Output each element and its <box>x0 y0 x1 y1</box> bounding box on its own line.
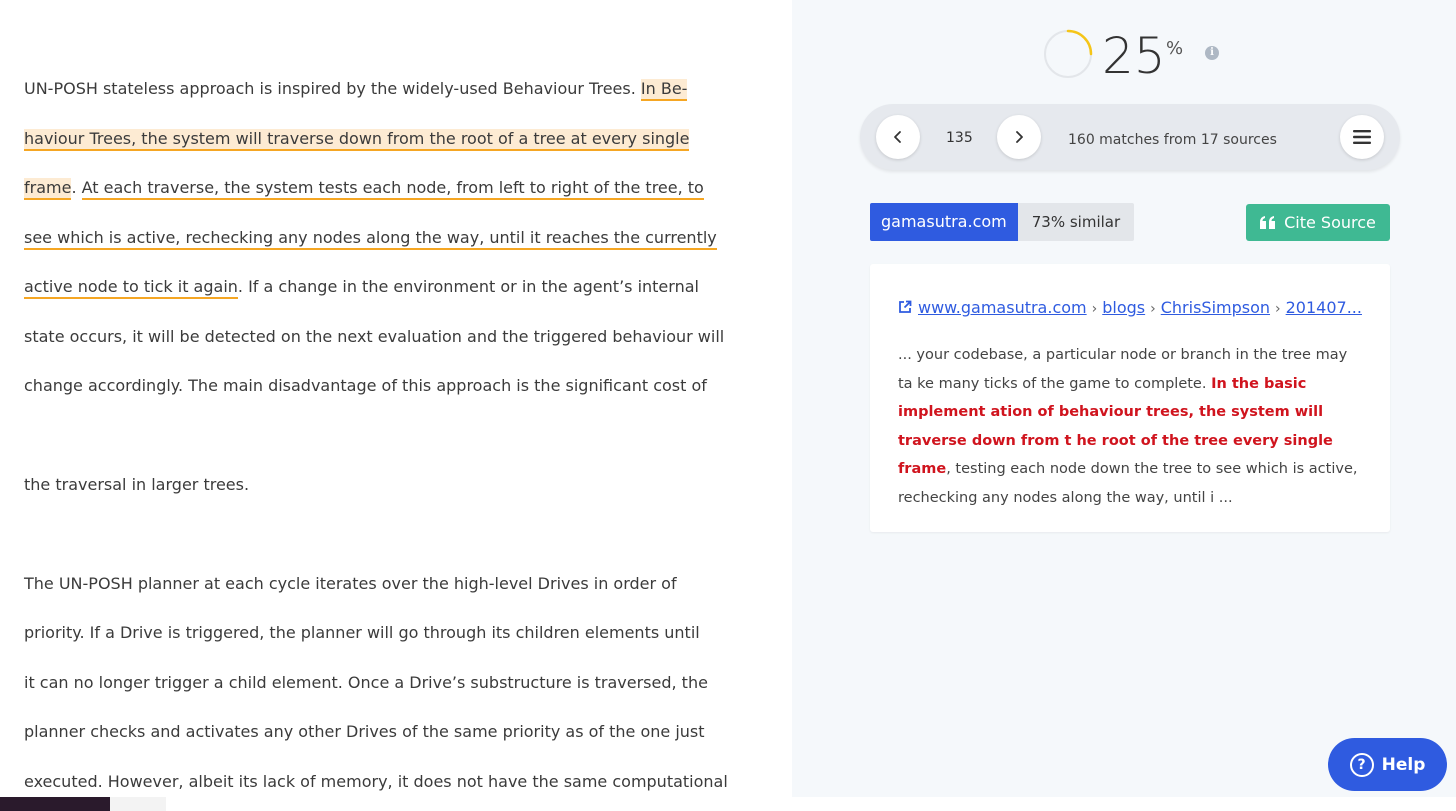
breadcrumb-link-date[interactable]: 201407... <box>1285 298 1362 317</box>
matched-text-underline[interactable]: see which is active, rechecking any nodes along the way, until it reaches the currently <box>24 228 717 250</box>
external-link-icon[interactable] <box>898 300 912 314</box>
doc-line-3 <box>24 176 704 200</box>
similarity-score <box>1042 28 1222 84</box>
doc-text: . <box>71 178 82 197</box>
doc-line-6: state occurs, it will be detected on the next evaluation and the triggered behaviour will <box>24 327 725 346</box>
match-index: 135 <box>946 130 973 146</box>
cite-source-button[interactable] <box>1246 204 1390 241</box>
breadcrumb-link-domain[interactable]: www.gamasutra.com <box>918 298 1087 317</box>
next-match-button[interactable] <box>997 115 1041 159</box>
source-breadcrumb <box>898 298 1368 317</box>
source-name[interactable]: gamasutra.com <box>870 203 1018 241</box>
score-unit: % <box>1166 38 1184 59</box>
breadcrumb-separator: › <box>1150 301 1156 317</box>
source-similarity: 73% similar <box>1018 203 1134 241</box>
taskbar-fragment <box>110 797 166 811</box>
matches-summary: 160 matches from 17 sources <box>1068 132 1277 148</box>
doc-line-1 <box>24 77 687 101</box>
matched-text-underline[interactable]: At each traverse, the system tests each node, from left to right of the tree, to <box>82 178 704 200</box>
cite-source-label: Cite Source <box>1284 213 1376 232</box>
chevron-left-icon <box>891 130 905 144</box>
source-snippet <box>898 341 1364 512</box>
doc-line-2 <box>24 127 689 151</box>
taskbar-fragment <box>0 797 110 811</box>
score-ring-progress <box>1068 31 1091 54</box>
doc-text: UN-POSH stateless approach is inspired by the widely-used Behaviour Trees. <box>24 79 641 98</box>
chevron-right-icon <box>1012 130 1026 144</box>
help-question-icon: ? <box>1350 753 1374 777</box>
help-button[interactable] <box>1328 738 1447 791</box>
source-tag[interactable] <box>870 203 1134 241</box>
doc-line-8: the traversal in larger trees. <box>24 475 250 494</box>
matched-text-highlight[interactable]: frame <box>24 178 71 200</box>
doc-line-12: planner checks and activates any other Drives of the same priority as of the one just <box>24 722 705 741</box>
doc-line-13: executed. However, albeit its lack of memory, it does not have the same computational <box>24 772 728 791</box>
score-value: 25 <box>1102 27 1166 85</box>
doc-line-5 <box>24 275 699 299</box>
matched-text-highlight[interactable]: In Be- <box>641 79 688 101</box>
help-label: Help <box>1381 754 1426 775</box>
snippet-matched-text: In the basic implement ation of behaviour trees, the system will traverse down from t he root of the tree every single frame <box>898 375 1333 477</box>
breadcrumb-link-author[interactable]: ChrisSimpson <box>1160 298 1271 317</box>
doc-text: . If a change in the environment or in the agent’s internal <box>237 277 699 296</box>
source-match-card <box>870 264 1390 532</box>
hamburger-menu-icon <box>1353 129 1371 145</box>
match-navigation <box>860 104 1400 170</box>
score-ring-icon <box>1042 28 1094 80</box>
matched-text-underline[interactable]: active node to tick it again <box>24 277 238 299</box>
snippet-context-after: , testing each node down the tree to see which is active, rechecking any nodes along the way, until i ... <box>898 461 1358 506</box>
doc-line-11: it can no longer trigger a child element. Once a Drive’s substructure is traversed, the <box>24 673 708 692</box>
doc-line-7: change accordingly. The main disadvantage of this approach is the significant cost of <box>24 376 707 395</box>
info-icon[interactable]: i <box>1205 46 1219 60</box>
doc-line-10: priority. If a Drive is triggered, the planner will go through its children elements until <box>24 623 700 642</box>
matched-text-highlight[interactable]: haviour Trees, the system will traverse down from the root of a tree at every single <box>24 129 689 151</box>
snippet-context-before: ... your codebase, a particular node or branch in the tree may ta ke many ticks of the game to complete. <box>898 347 1348 392</box>
breadcrumb-separator: › <box>1091 301 1098 317</box>
quote-icon <box>1260 216 1276 230</box>
plagiarism-panel <box>792 0 1456 797</box>
doc-line-4 <box>24 226 717 250</box>
menu-button[interactable] <box>1340 115 1384 159</box>
previous-match-button[interactable] <box>876 115 920 159</box>
breadcrumb-separator: › <box>1275 301 1281 317</box>
doc-line-9: The UN-POSH planner at each cycle iterates over the high-level Drives in order of <box>24 574 677 593</box>
breadcrumb-link-blogs[interactable]: blogs <box>1102 298 1146 317</box>
